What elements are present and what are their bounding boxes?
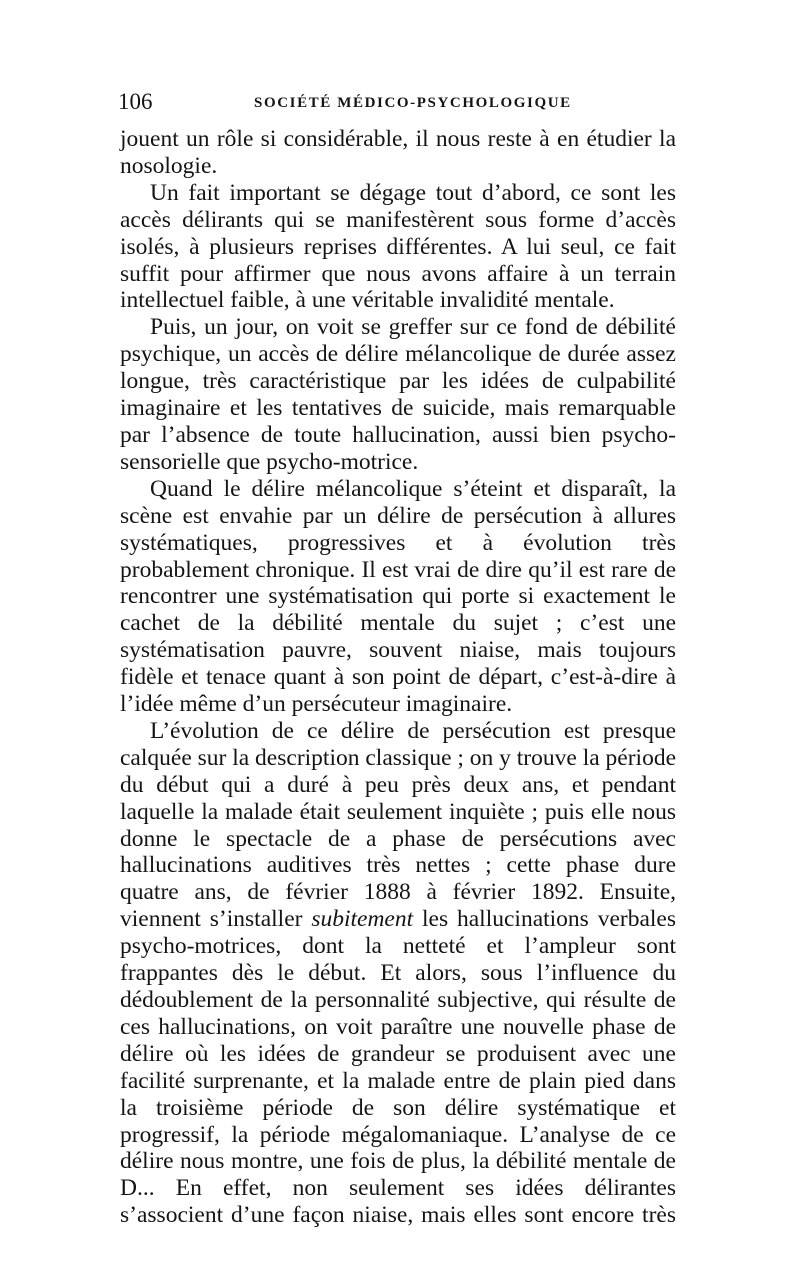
paragraph-5-text-a: L’évolution de ce délire de persécution est presque calquée sur la description classique ; on y trouve la période du début qui a duré à peu près deux ans, et pendant laquelle la malade était seulement inquiète ; puis elle nous donne le spectacle de a phase de persécutions avec hallucinations auditives très nettes ; cette phase dure quatre ans, de février 1888 à février 1892. Ensuite, viennent s’installer <box>120 717 676 933</box>
paragraph-5 <box>120 718 676 1229</box>
paragraph-2: Un fait important se dégage tout d’abord, ce sont les accès délirants qui se manifestèrent sous forme d’accès isolés, à plusieurs reprises différentes. A lui seul, ce fait suffit pour affirmer que nous avons affaire à un terrain intellectuel faible, à une véritable invalidité mentale. <box>120 179 676 314</box>
emphasized-word: subitement <box>311 906 414 933</box>
paragraph-5-text-b: les hallucinations verbales psycho-motrices, dont la netteté et l’ampleur sont frappantes dès le début. Et alors, sous l’influence du dédoublement de la personnalité subjective, qui résulte de ces hallucinations, on voit paraître une nouvelle phase de délire où les idées de grandeur se produisent avec une facilité surprenante, et la malade entre de plain pied dans la troisième période de son délire systématique et progressif, la période mégalomaniaque. L’analyse de ce délire nous montre, une fois de plus, la débilité mentale de D... En effet, non seulement ses idées délirantes s’associent d’une façon niaise, mais elles sont encore très <box>120 906 676 1229</box>
running-title: SOCIÉTÉ MÉDICO-PSYCHOLOGIQUE <box>254 95 572 111</box>
paragraph-3: Puis, un jour, on voit se greffer sur ce fond de débilité psychique, un accès de délire mélancolique de durée assez longue, très caractéristique par les idées de culpabilité imaginaire et les tentatives de suicide, mais remarquable par l’absence de toute hallucination, aussi bien psycho-sensorielle que psycho-motrice. <box>120 314 676 475</box>
running-head <box>118 88 678 118</box>
paragraph-4: Quand le délire mélancolique s’éteint et disparaît, la scène est envahie par un délire de persécution à allures systématiques, progressives et à évolution très probablement chronique. Il est vrai de dire qu’il est rare de rencontrer une systématisation qui porte si exactement le cachet de la débilité mentale du sujet ; c’est une systématisation pauvre, souvent niaise, mais toujours fidèle et tenace quant à son point de départ, c’est-à-dire à l’idée même d’un persécuteur imaginaire. <box>120 475 676 718</box>
paragraph-1: jouent un rôle si considérable, il nous reste à en étudier la nosologie. <box>120 126 676 179</box>
page-number: 106 <box>118 89 153 114</box>
body-text <box>120 126 676 1229</box>
